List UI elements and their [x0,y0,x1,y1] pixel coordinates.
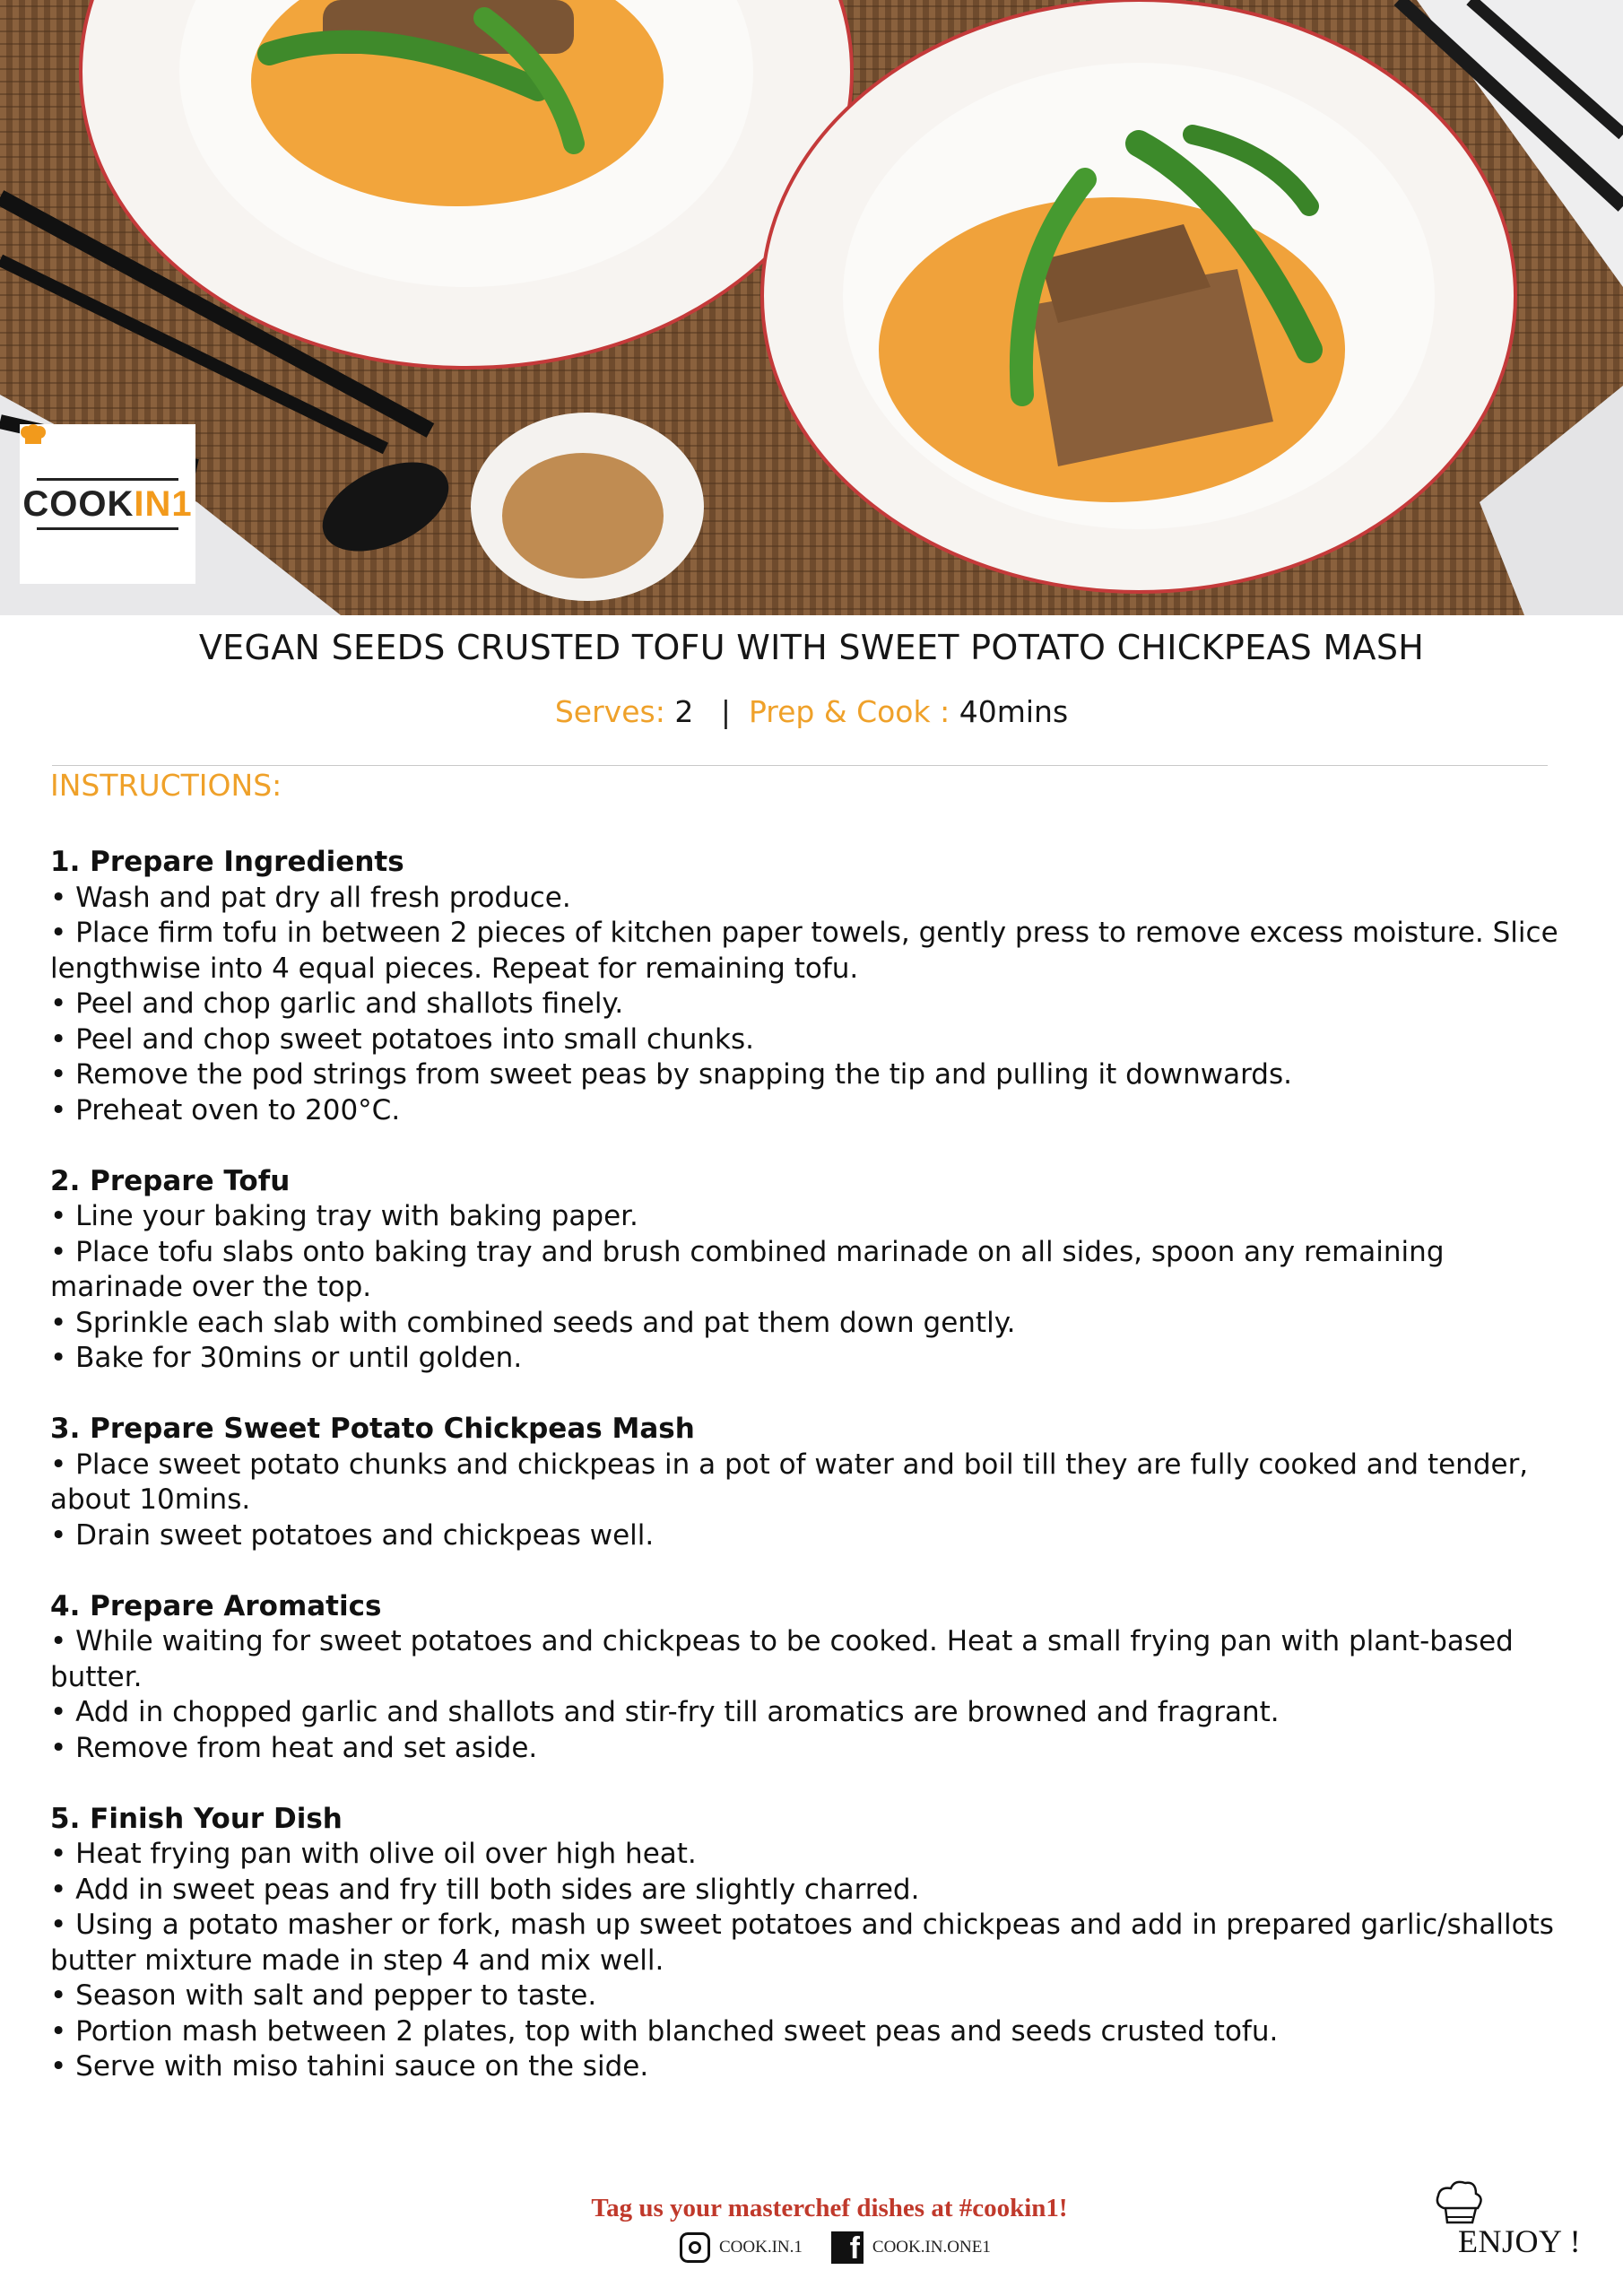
recipe-title: VEGAN SEEDS CRUSTED TOFU WITH SWEET POTATO CHICKPEAS MASH [198,628,1425,667]
instruction-step [50,1164,1575,1377]
enjoy-text: ENJOY ! [1458,2223,1582,2259]
step-title: 2. Prepare Tofu [50,1164,291,1197]
section-divider [52,765,1548,766]
recipe-meta [0,694,1623,729]
instruction-step [50,1412,1575,1553]
instruction-step [50,845,1575,1128]
step-bullet: • While waiting for sweet potatoes and chickpeas to be cooked. Heat a small frying pan with plant-based butter. [50,1624,1575,1695]
time-label: Prep & Cook : [748,694,950,729]
food-photo-illustration [0,0,1623,615]
enjoy-mark [1428,2172,1607,2271]
instagram-handle[interactable]: COOK.IN.1 [719,2238,803,2257]
step-bullet: • Using a potato masher or fork, mash up sweet potatoes and chickpeas and add in prepared garlic/shallots butter mixture made in step 4 and mix well. [50,1908,1575,1979]
instruction-step [50,1589,1575,1767]
footer-tagline: Tag us your masterchef dishes at #cookin1! [591,2194,1068,2222]
step-bullet: • Line your baking tray with baking paper. [50,1199,1575,1235]
serves-label: Serves: [554,694,665,729]
step-bullet: • Season with salt and pepper to taste. [50,1979,1575,2014]
step-bullet: • Add in chopped garlic and shallots and stir-fry till aromatics are browned and fragrant. [50,1695,1575,1731]
step-bullet: • Preheat oven to 200°C. [50,1093,1575,1129]
step-bullet: • Peel and chop garlic and shallots finely. [50,987,1575,1022]
step-title: 1. Prepare Ingredients [50,846,404,878]
social-links [680,2230,991,2266]
step-bullet: • Remove from heat and set aside. [50,1731,1575,1767]
instruction-step [50,1802,1575,2085]
chef-hat-icon [20,424,47,444]
step-bullet: • Place firm tofu in between 2 pieces of kitchen paper towels, gently press to remove excess moisture. Slice lengthwise into 4 equal pieces. Repeat for remaining tofu. [50,916,1575,987]
step-title: 5. Finish Your Dish [50,1802,343,1835]
brand-logo [20,424,195,584]
meta-separator: | [720,694,731,729]
step-bullet: • Bake for 30mins or until golden. [50,1341,1575,1377]
step-bullet: • Drain sweet potatoes and chickpeas well. [50,1518,1575,1554]
instructions-heading: INSTRUCTIONS: [50,768,282,803]
step-bullet: • Remove the pod strings from sweet peas by snapping the tip and pulling it downwards. [50,1057,1575,1093]
instruction-steps [50,845,1575,2120]
logo-wordmark: COOKIN1 [22,484,193,524]
step-title: 3. Prepare Sweet Potato Chickpeas Mash [50,1413,695,1445]
step-bullet: • Peel and chop sweet potatoes into small chunks. [50,1022,1575,1058]
step-bullet: • Sprinkle each slab with combined seeds and pat them down gently. [50,1306,1575,1342]
step-bullet: • Wash and pat dry all fresh produce. [50,881,1575,917]
time-value: 40mins [959,694,1069,729]
facebook-icon[interactable]: f [831,2231,864,2264]
step-title: 4. Prepare Aromatics [50,1589,382,1622]
hero-photo [0,0,1623,615]
step-bullet: • Heat frying pan with olive oil over high heat. [50,1837,1575,1873]
instagram-icon[interactable] [680,2232,710,2263]
step-bullet: • Serve with miso tahini sauce on the side. [50,2049,1575,2085]
step-bullet: • Portion mash between 2 plates, top with blanched sweet peas and seeds crusted tofu. [50,2014,1575,2050]
step-bullet: • Place tofu slabs onto baking tray and brush combined marinade on all sides, spoon any remaining marinade over the top. [50,1235,1575,1306]
facebook-handle[interactable]: COOK.IN.ONE1 [872,2238,991,2257]
step-bullet: • Place sweet potato chunks and chickpeas in a pot of water and boil till they are fully cooked and tender, about 10mins. [50,1448,1575,1518]
serves-value: 2 [674,694,694,729]
step-bullet: • Add in sweet peas and fry till both sides are slightly charred. [50,1873,1575,1909]
